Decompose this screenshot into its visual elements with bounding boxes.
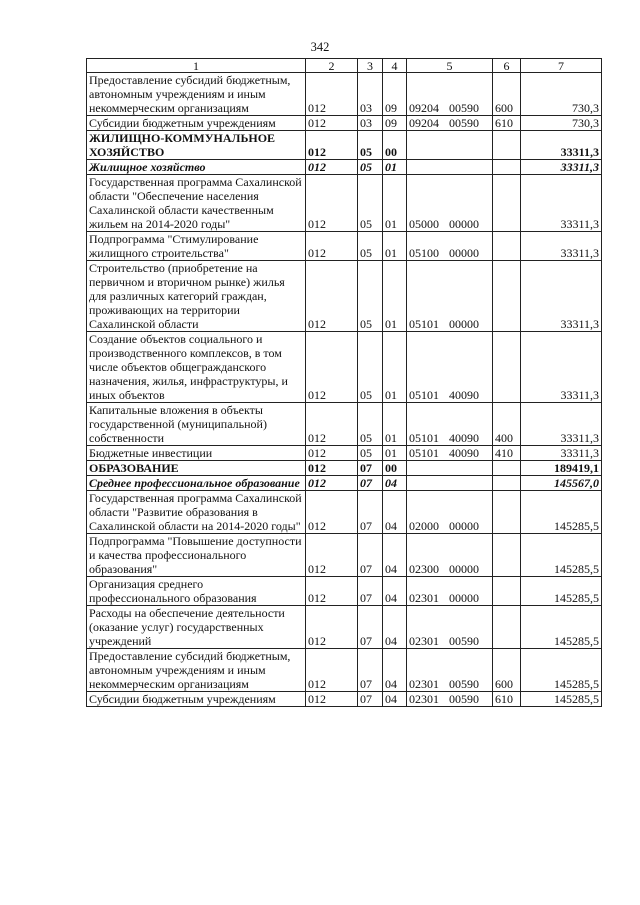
table-row [87, 606, 602, 649]
row-target-article [407, 692, 493, 707]
row-section-code: 05 [358, 232, 383, 261]
row-target-article [407, 446, 493, 461]
table-row [87, 175, 602, 232]
row-section-code: 05 [358, 175, 383, 232]
row-amount: 33311,3 [521, 261, 602, 332]
row-ministry-code: 012 [306, 73, 358, 116]
row-name: Государственная программа Сахалинской области "Обеспечение населения Сахалинской области качественным жильем на 2014-2020 годы" [87, 175, 306, 232]
table-row [87, 534, 602, 577]
row-section-code: 07 [358, 649, 383, 692]
row-name: ОБРАЗОВАНИЕ [87, 461, 306, 476]
target-article-part-a: 05000 [409, 217, 439, 231]
row-subsection-code: 04 [383, 692, 407, 707]
row-name: ЖИЛИЩНО-КОММУНАЛЬНОЕ ХОЗЯЙСТВО [87, 131, 306, 160]
row-section-code: 05 [358, 131, 383, 160]
table-row [87, 649, 602, 692]
row-expense-type: 610 [493, 692, 521, 707]
row-section-code: 07 [358, 577, 383, 606]
row-target-article [407, 534, 493, 577]
row-name: Жилищное хозяйство [87, 160, 306, 175]
row-subsection-code: 01 [383, 332, 407, 403]
row-target-article [407, 232, 493, 261]
row-amount: 33311,3 [521, 131, 602, 160]
row-amount: 189419,1 [521, 461, 602, 476]
row-name: Подпрограмма "Стимулирование жилищного строительства" [87, 232, 306, 261]
target-article-part-b: 00000 [449, 246, 479, 260]
target-article-part-b: 00000 [449, 562, 479, 576]
row-subsection-code: 04 [383, 476, 407, 491]
row-ministry-code: 012 [306, 446, 358, 461]
row-ministry-code: 012 [306, 403, 358, 446]
target-article-part-a: 05101 [409, 431, 439, 445]
row-target-article [407, 476, 493, 491]
row-section-code: 03 [358, 116, 383, 131]
row-subsection-code: 01 [383, 175, 407, 232]
target-article-part-a: 05101 [409, 388, 439, 402]
row-target-article [407, 73, 493, 116]
row-name: Подпрограмма "Повышение доступности и качества профессионального образования" [87, 534, 306, 577]
row-expense-type [493, 491, 521, 534]
row-target-article [407, 160, 493, 175]
row-section-code: 07 [358, 491, 383, 534]
row-name: Бюджетные инвестиции [87, 446, 306, 461]
target-article-part-b: 00000 [449, 317, 479, 331]
row-amount: 145285,5 [521, 606, 602, 649]
row-section-code: 05 [358, 403, 383, 446]
row-ministry-code: 012 [306, 491, 358, 534]
row-expense-type [493, 577, 521, 606]
header-col-7: 7 [521, 59, 602, 73]
target-article-part-a: 09204 [409, 101, 439, 115]
target-article-part-a: 05101 [409, 446, 439, 460]
table-row [87, 577, 602, 606]
row-name: Капитальные вложения в объекты государственной (муниципальной) собственности [87, 403, 306, 446]
table-row [87, 160, 602, 175]
target-article-part-a: 02301 [409, 692, 439, 706]
row-name: Организация среднего профессионального образования [87, 577, 306, 606]
row-expense-type [493, 131, 521, 160]
target-article-part-b: 00590 [449, 101, 479, 115]
row-subsection-code: 04 [383, 534, 407, 577]
row-amount: 145285,5 [521, 577, 602, 606]
target-article-part-b: 00000 [449, 519, 479, 533]
row-amount: 145285,5 [521, 491, 602, 534]
target-article-part-a: 09204 [409, 116, 439, 130]
row-target-article [407, 491, 493, 534]
row-ministry-code: 012 [306, 476, 358, 491]
target-article-part-b: 00590 [449, 634, 479, 648]
row-ministry-code: 012 [306, 232, 358, 261]
row-expense-type: 610 [493, 116, 521, 131]
row-subsection-code: 01 [383, 261, 407, 332]
target-article-part-a: 02301 [409, 677, 439, 691]
table-row [87, 261, 602, 332]
row-expense-type: 400 [493, 403, 521, 446]
row-target-article [407, 606, 493, 649]
target-article-part-b: 40090 [449, 388, 479, 402]
row-ministry-code: 012 [306, 160, 358, 175]
row-name: Предоставление субсидий бюджетным, автономным учреждениям и иным некоммерческим организациям [87, 73, 306, 116]
row-amount: 33311,3 [521, 332, 602, 403]
row-section-code: 07 [358, 692, 383, 707]
row-amount: 145285,5 [521, 534, 602, 577]
row-subsection-code: 04 [383, 606, 407, 649]
row-name: Предоставление субсидий бюджетным, автономным учреждениям и иным некоммерческим организациям [87, 649, 306, 692]
table-row [87, 491, 602, 534]
row-amount: 33311,3 [521, 403, 602, 446]
budget-table [86, 58, 602, 707]
header-col-2: 2 [306, 59, 358, 73]
target-article-part-a: 02000 [409, 519, 439, 533]
row-subsection-code: 04 [383, 577, 407, 606]
header-row [87, 59, 602, 73]
row-ministry-code: 012 [306, 692, 358, 707]
target-article-part-b: 00590 [449, 677, 479, 691]
row-expense-type [493, 476, 521, 491]
row-amount: 145285,5 [521, 692, 602, 707]
row-amount: 33311,3 [521, 160, 602, 175]
row-subsection-code: 09 [383, 116, 407, 131]
row-ministry-code: 012 [306, 261, 358, 332]
row-subsection-code: 09 [383, 73, 407, 116]
row-section-code: 05 [358, 160, 383, 175]
row-amount: 145567,0 [521, 476, 602, 491]
row-expense-type [493, 606, 521, 649]
row-amount: 33311,3 [521, 175, 602, 232]
header-col-1: 1 [87, 59, 306, 73]
row-amount: 33311,3 [521, 232, 602, 261]
table-row [87, 692, 602, 707]
row-expense-type [493, 461, 521, 476]
row-name: Создание объектов социального и производственного комплексов, в том числе объектов общегражданского назначения, жилья, инфраструктуры, и иных объектов [87, 332, 306, 403]
target-article-part-a: 05101 [409, 317, 439, 331]
row-expense-type [493, 160, 521, 175]
table-row [87, 461, 602, 476]
row-name: Расходы на обеспечение деятельности (оказание услуг) государственных учреждений [87, 606, 306, 649]
row-target-article [407, 116, 493, 131]
row-ministry-code: 012 [306, 606, 358, 649]
row-amount: 145285,5 [521, 649, 602, 692]
row-amount: 730,3 [521, 73, 602, 116]
row-subsection-code: 01 [383, 160, 407, 175]
row-subsection-code: 04 [383, 649, 407, 692]
row-target-article [407, 461, 493, 476]
row-name: Субсидии бюджетным учреждениям [87, 116, 306, 131]
table-row [87, 116, 602, 131]
row-ministry-code: 012 [306, 175, 358, 232]
row-section-code: 03 [358, 73, 383, 116]
row-subsection-code: 00 [383, 131, 407, 160]
target-article-part-b: 00590 [449, 692, 479, 706]
row-expense-type [493, 332, 521, 403]
row-name: Среднее профессиональное образование [87, 476, 306, 491]
table-row [87, 446, 602, 461]
row-target-article [407, 261, 493, 332]
target-article-part-b: 00000 [449, 217, 479, 231]
target-article-part-b: 00590 [449, 116, 479, 130]
row-section-code: 05 [358, 261, 383, 332]
header-col-6: 6 [493, 59, 521, 73]
row-expense-type: 600 [493, 73, 521, 116]
row-subsection-code: 01 [383, 403, 407, 446]
row-target-article [407, 403, 493, 446]
target-article-part-b: 40090 [449, 446, 479, 460]
row-subsection-code: 04 [383, 491, 407, 534]
target-article-part-a: 05100 [409, 246, 439, 260]
row-section-code: 07 [358, 606, 383, 649]
row-ministry-code: 012 [306, 116, 358, 131]
header-col-4: 4 [383, 59, 407, 73]
table-row [87, 476, 602, 491]
table-row [87, 131, 602, 160]
target-article-part-a: 02300 [409, 562, 439, 576]
target-article-part-a: 02301 [409, 591, 439, 605]
row-ministry-code: 012 [306, 534, 358, 577]
table-row [87, 73, 602, 116]
row-name: Субсидии бюджетным учреждениям [87, 692, 306, 707]
row-target-article [407, 175, 493, 232]
header-col-5: 5 [407, 59, 493, 73]
row-amount: 730,3 [521, 116, 602, 131]
table-row [87, 332, 602, 403]
row-target-article [407, 332, 493, 403]
target-article-part-b: 40090 [449, 431, 479, 445]
page-number: 342 [310, 40, 330, 54]
row-ministry-code: 012 [306, 131, 358, 160]
row-expense-type [493, 232, 521, 261]
row-ministry-code: 012 [306, 577, 358, 606]
row-subsection-code: 01 [383, 446, 407, 461]
row-ministry-code: 012 [306, 332, 358, 403]
row-expense-type [493, 175, 521, 232]
row-section-code: 05 [358, 446, 383, 461]
row-target-article [407, 131, 493, 160]
row-expense-type [493, 261, 521, 332]
table-row [87, 232, 602, 261]
row-section-code: 07 [358, 461, 383, 476]
target-article-part-b: 00000 [449, 591, 479, 605]
row-subsection-code: 01 [383, 232, 407, 261]
row-ministry-code: 012 [306, 649, 358, 692]
row-section-code: 05 [358, 332, 383, 403]
row-section-code: 07 [358, 534, 383, 577]
row-target-article [407, 649, 493, 692]
row-name: Строительство (приобретение на первичном и вторичном рынке) жилья для различных категорий граждан, проживающих на территории Сахалинской области [87, 261, 306, 332]
row-ministry-code: 012 [306, 461, 358, 476]
row-amount: 33311,3 [521, 446, 602, 461]
row-expense-type: 600 [493, 649, 521, 692]
row-target-article [407, 577, 493, 606]
target-article-part-a: 02301 [409, 634, 439, 648]
header-col-3: 3 [358, 59, 383, 73]
row-name: Государственная программа Сахалинской области "Развитие образования в Сахалинской области на 2014-2020 годы" [87, 491, 306, 534]
table-row [87, 403, 602, 446]
row-expense-type [493, 534, 521, 577]
row-subsection-code: 00 [383, 461, 407, 476]
row-section-code: 07 [358, 476, 383, 491]
row-expense-type: 410 [493, 446, 521, 461]
